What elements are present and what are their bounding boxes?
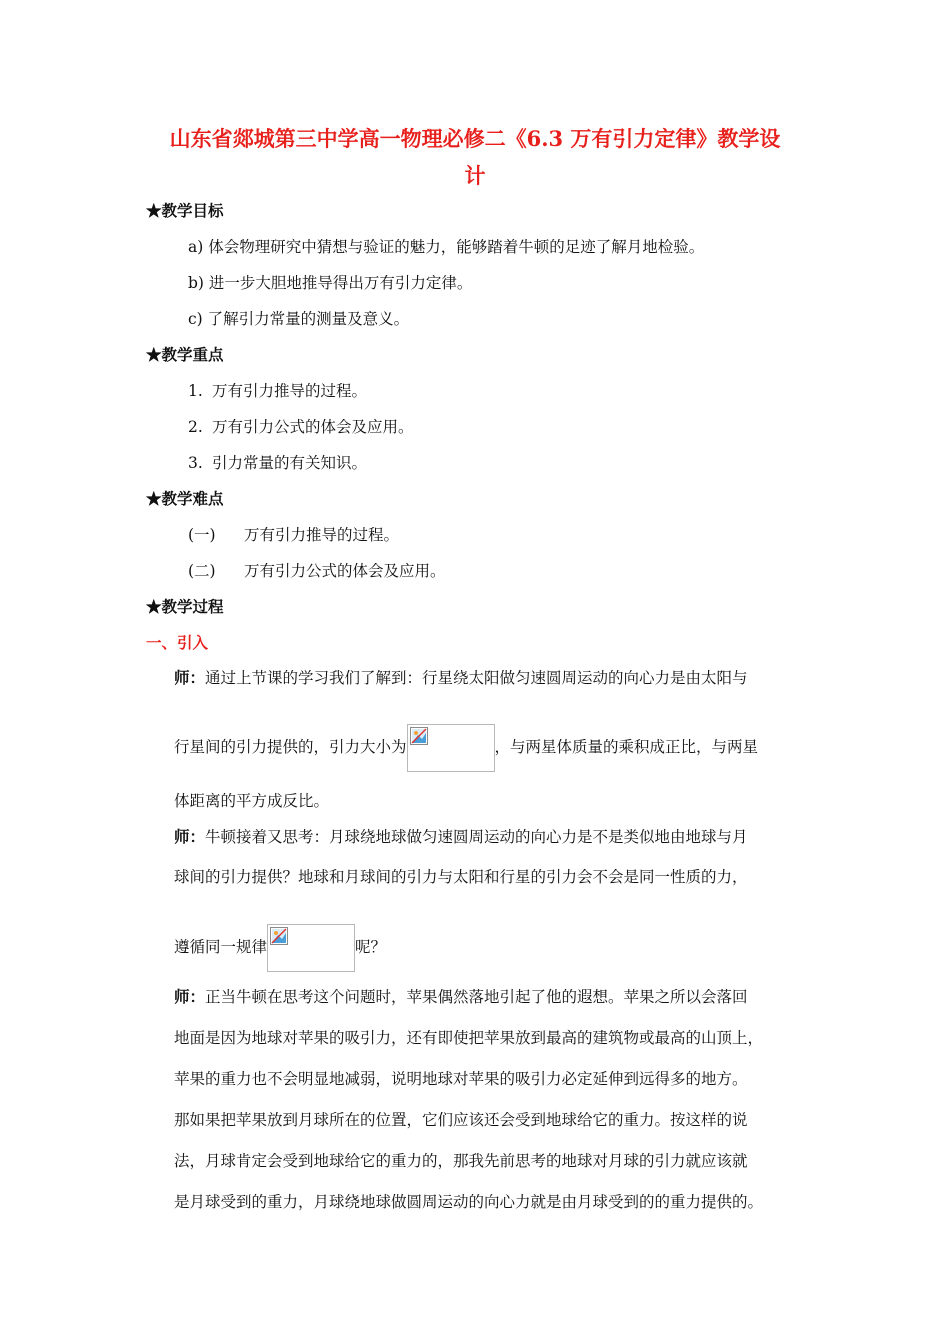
para-text: 通过上节课的学习我们了解到：行星绕太阳做匀速圆周运动的向心力是由太阳与: [205, 669, 748, 687]
key-point-text: 引力常量的有关知识。: [212, 454, 368, 472]
process-heading: ★教学过程: [146, 597, 224, 616]
formula-image-placeholder: [267, 924, 355, 972]
key-point-1: [188, 380, 367, 402]
speaker-label: 师：: [174, 668, 206, 687]
para3-line2: 地面是因为地球对苹果的吸引力，还有即使把苹果放到最高的建筑物或最高的山顶上，: [174, 1029, 764, 1047]
key-point-number: 3.: [188, 454, 203, 472]
para2-line1: [174, 826, 748, 848]
difficulty-number: (一): [188, 526, 216, 544]
intro-subheading: 一、引入: [146, 633, 209, 652]
speaker-label: 师：: [174, 987, 206, 1006]
key-point-text: 万有引力推导的过程。: [212, 382, 368, 400]
para1-line3: 体距离的平方成反比。: [174, 792, 330, 810]
difficulties-heading: ★教学难点: [146, 489, 224, 508]
key-points-heading: ★教学重点: [146, 345, 224, 364]
key-point-2: [188, 416, 414, 438]
para3-line5: 法，月球肯定会受到地球给它的重力的，那我先前思考的地球对月球的引力就应该就: [174, 1152, 748, 1170]
para2-line3: [174, 922, 386, 972]
speaker-label: 师：: [174, 827, 206, 846]
para-text: 行星间的引力提供的，引力大小为: [174, 738, 407, 756]
key-point-text: 万有引力公式的体会及应用。: [212, 418, 414, 436]
key-point-3: [188, 452, 367, 474]
difficulty-number: (二): [188, 562, 216, 580]
broken-image-icon: [270, 927, 288, 945]
para3-line4: 那如果把苹果放到月球所在的位置，它们应该还会受到地球给它的重力。按这样的说: [174, 1111, 748, 1129]
goal-item-c: c) 了解引力常量的测量及意义。: [188, 310, 410, 328]
para3-line3: 苹果的重力也不会明显地减弱，说明地球对苹果的吸引力必定延伸到远得多的地方。: [174, 1070, 748, 1088]
goals-heading: ★教学目标: [146, 201, 224, 220]
para1-line2: [174, 722, 758, 772]
para3-line6: 是月球受到的重力，月球绕地球做圆周运动的向心力就是由月球受到的的重力提供的。: [174, 1193, 764, 1211]
key-point-number: 2.: [188, 418, 203, 436]
key-point-number: 1.: [188, 382, 203, 400]
formula-image-placeholder: [407, 724, 495, 772]
para-text: ，与两星体质量的乘积成正比，与两星: [494, 738, 759, 756]
difficulty-1: [188, 524, 399, 546]
document-title-line2: 计: [464, 163, 486, 188]
para-text: 牛顿接着又思考：月球绕地球做匀速圆周运动的向心力是不是类似地由地球与月: [205, 828, 748, 846]
para-text: 呢？: [355, 938, 387, 956]
difficulty-text: 万有引力公式的体会及应用。: [244, 562, 446, 580]
para3-line1: [174, 986, 748, 1008]
para2-line2: 球间的引力提供？地球和月球间的引力与太阳和行星的引力会不会是同一性质的力，: [174, 868, 748, 886]
goal-item-a: a) 体会物理研究中猜想与验证的魅力，能够踏着牛顿的足迹了解月地检验。: [188, 238, 705, 256]
broken-image-icon: [410, 727, 428, 745]
para-text: 正当牛顿在思考这个问题时，苹果偶然落地引起了他的遐想。苹果之所以会落回: [205, 988, 748, 1006]
document-title-line1: 山东省郯城第三中学高一物理必修二《6.3 万有引力定律》教学设: [169, 126, 781, 151]
difficulty-2: [188, 560, 446, 582]
goal-item-b: b) 进一步大胆地推导得出万有引力定律。: [188, 274, 473, 292]
para1-line1: [174, 667, 748, 689]
para-text: 遵循同一规律: [174, 938, 268, 956]
difficulty-text: 万有引力推导的过程。: [244, 526, 400, 544]
